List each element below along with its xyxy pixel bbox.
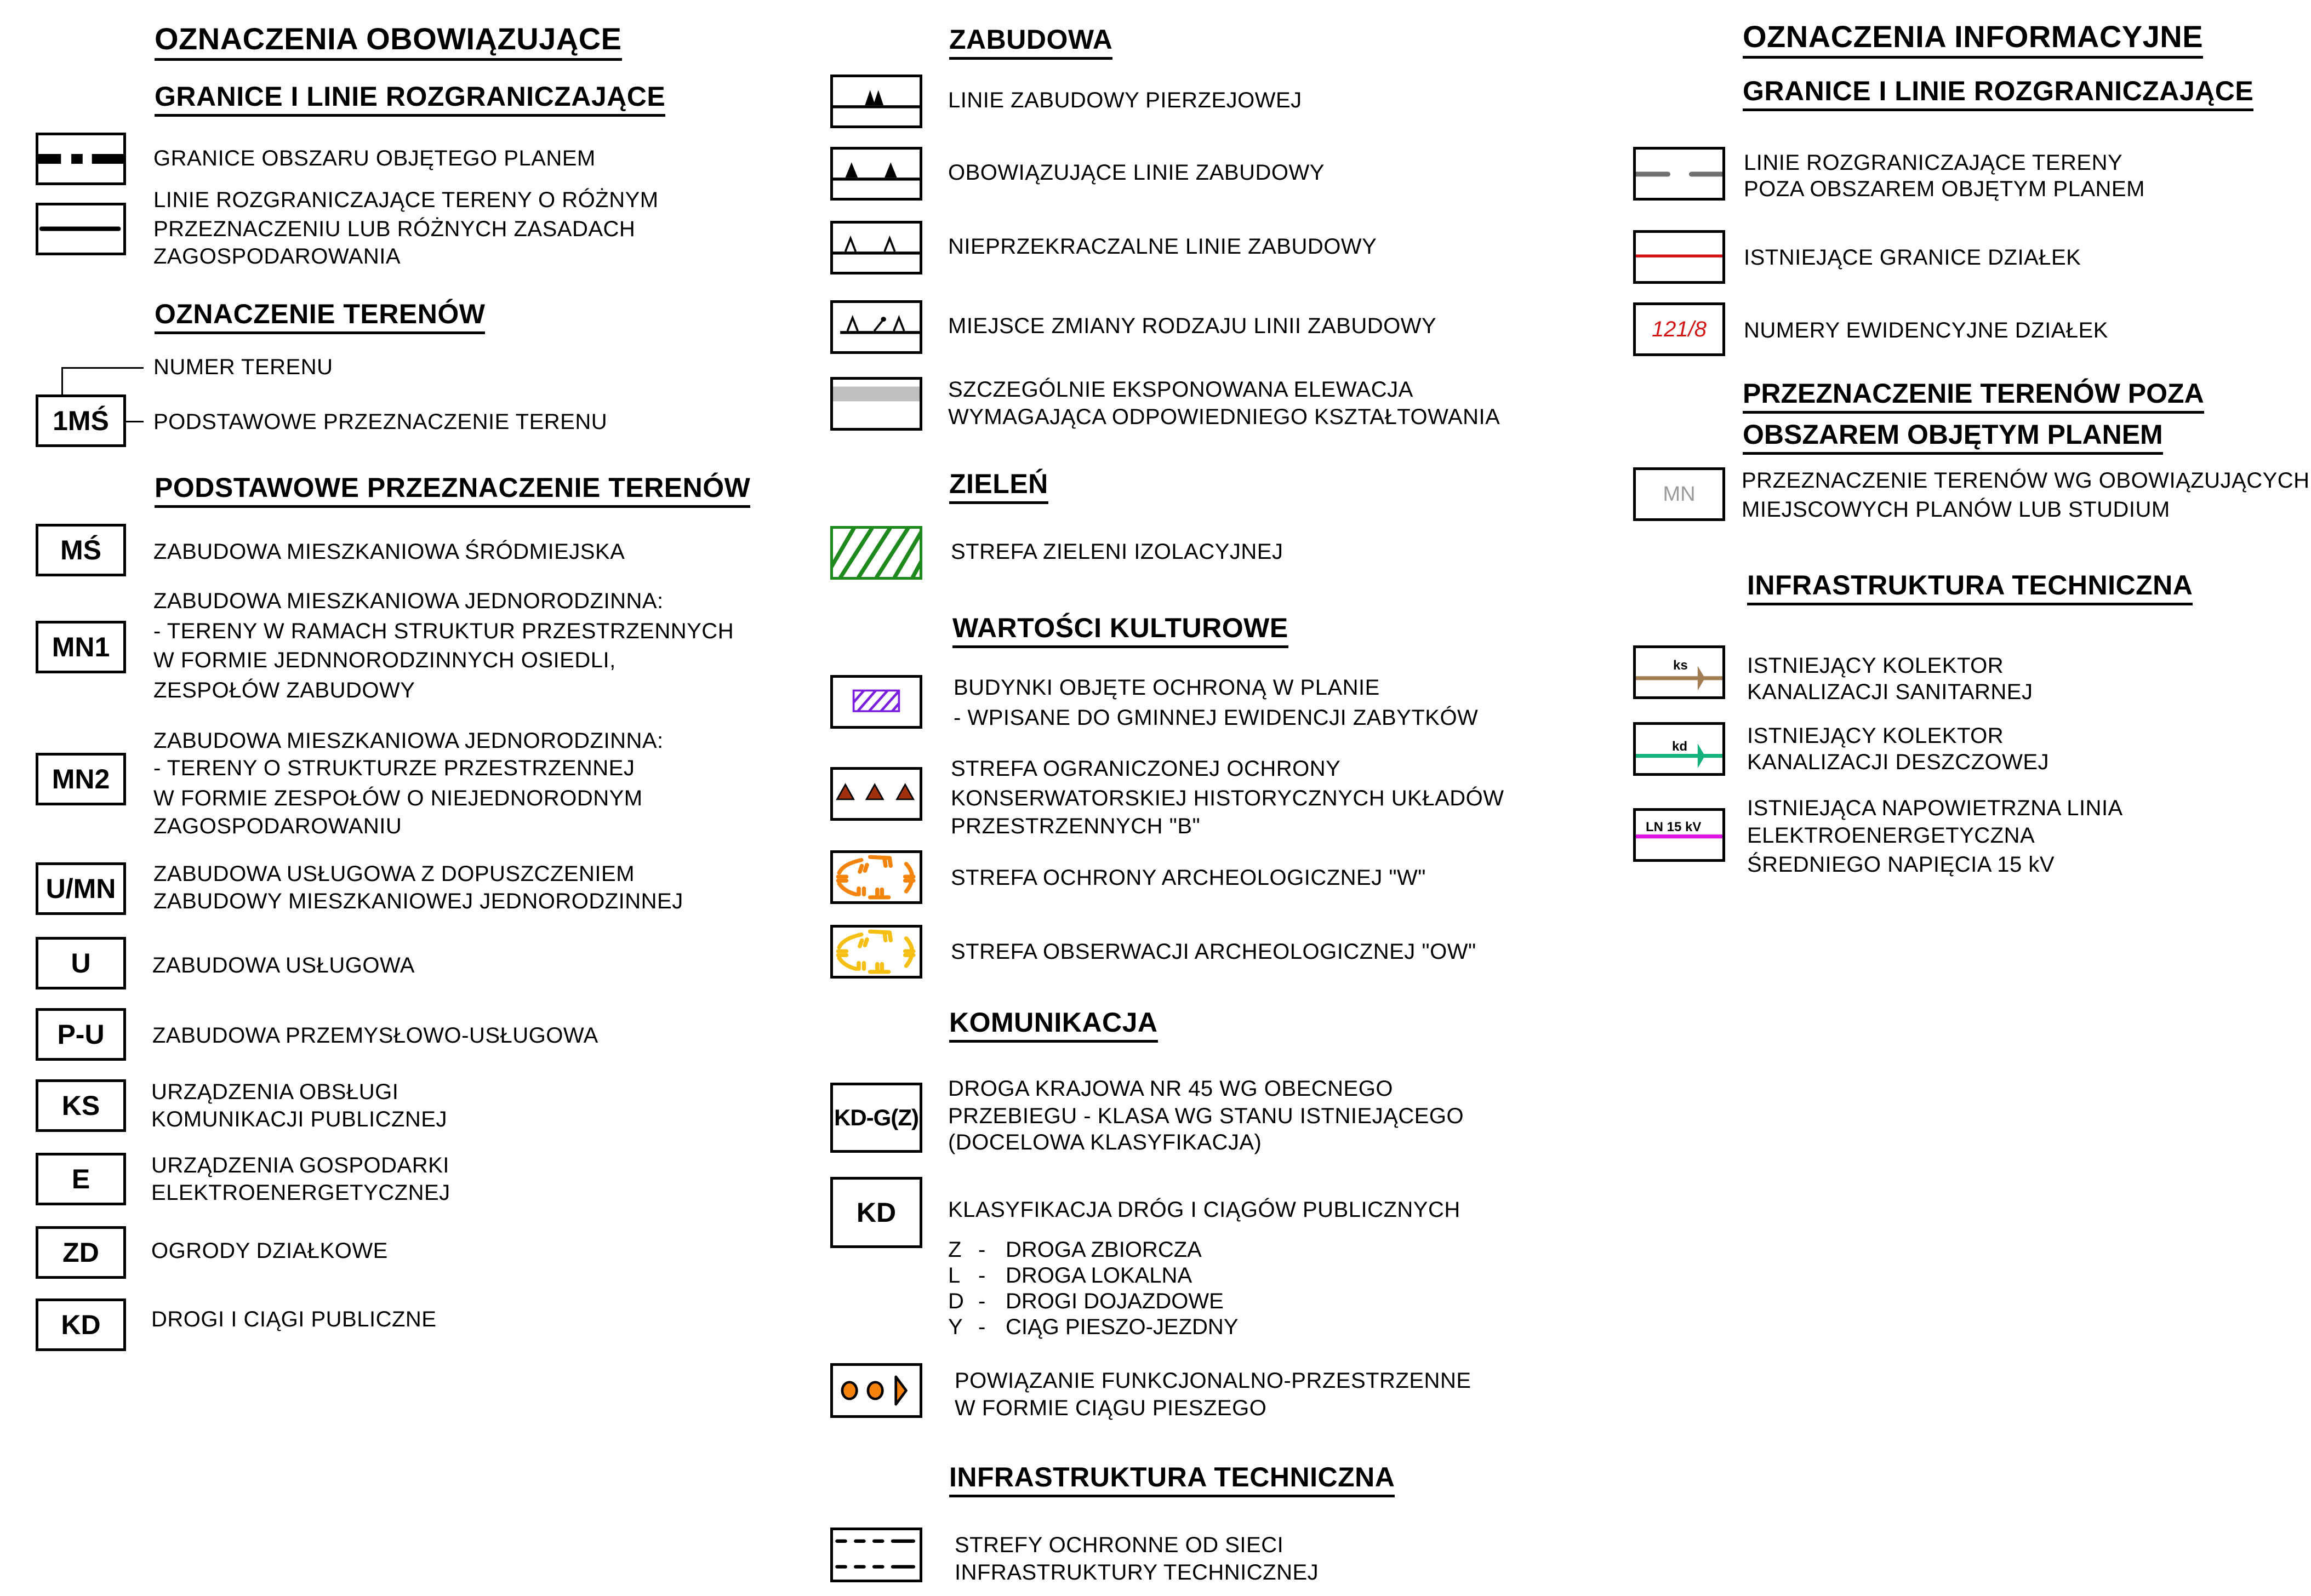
legend-label: KOMUNIKACJI PUBLICZNEJ [151,1107,447,1131]
legend-label: ZABUDOWY MIESZKANIOWEJ JEDNORODZINNEJ [153,889,683,913]
legend-label: STREFA OCHRONY ARCHEOLOGICZNEJ "W" [951,866,1426,890]
outside-purpose-code: MN [1663,482,1696,506]
legend-label: LINIE ROZGRANICZAJĄCE TERENY [1744,151,2123,175]
purpose-code: MN1 [52,632,110,662]
legend-label: WYMAGAJĄCA ODPOWIEDNIEGO KSZTAŁTOWANIA [948,405,1500,429]
legend-label: ISTNIEJĄCY KOLEKTOR [1747,654,2004,678]
legend-label: PRZESTRZENNYCH "B" [951,814,1201,838]
legend-label: OGRODY DZIAŁKOWE [151,1239,388,1263]
legend-label: - TERENY O STRUKTURZE PRZESTRZENNEJ [153,756,635,780]
grey-dashed-line-icon [1633,147,1725,201]
road-code: KD-G(Z) [834,1105,918,1130]
legend-label: ISTNIEJĄCE GRANICE DZIAŁEK [1744,245,2081,270]
section-heading-green: ZIELEŃ [949,468,1048,504]
legend-label: ZAGOSPODAROWANIA [153,244,401,268]
legend-label: NIEPRZEKRACZALNE LINIE ZABUDOWY [948,234,1377,259]
road-class-label: CIĄG PIESZO-JEZDNY [1006,1315,1239,1339]
legend-label: NUMER TERENU [153,355,333,379]
parcel-number: 121/8 [1651,317,1707,341]
legend-title-mandatory: OZNACZENIA OBOWIĄZUJĄCE [155,22,622,61]
purpose-code-box [36,753,126,805]
protected-building-hatch-icon [830,675,922,729]
pedestrian-link-icon [830,1363,922,1418]
legend-label: W FORMIE ZESPOŁÓW O NIEJEDNORODNYM [153,786,643,810]
sewer-code: ks [1673,658,1688,673]
legend-label: URZĄDZENIA OBSŁUGI [151,1080,399,1104]
leader-line [61,367,144,369]
section-heading-buildings: ZABUDOWA [949,24,1112,60]
road-code-box [830,1177,922,1248]
area-code-example: 1MŚ [53,405,109,436]
legend-label: PODSTAWOWE PRZEZNACZENIE TERENU [153,410,608,434]
building-line-change-icon [830,300,922,354]
purpose-code-box [36,1226,126,1279]
road-class-dash: - [978,1289,986,1313]
protection-zone-dashes-icon [830,1528,922,1582]
section-heading-marking: OZNACZENIE TERENÓW [155,299,485,334]
legend-label: ZAGOSPODAROWANIU [153,814,402,838]
road-code: KD [856,1197,897,1228]
purpose-code: U [71,948,91,979]
road-class-item [948,1314,1239,1340]
power-line-code: LN 15 kV [1646,820,1702,834]
legend-label: MIEJSCOWYCH PLANÓW LUB STUDIUM [1742,497,2170,522]
legend-label: LINIE ZABUDOWY PIERZEJOWEJ [948,88,1302,112]
section-heading-infra-info: INFRASTRUKTURA TECHNICZNA [1747,570,2193,605]
purpose-code-box [36,1079,126,1132]
legend-label: INFRASTRUKTURY TECHNICZNEJ [955,1560,1319,1584]
conservation-triangles-icon [830,767,922,821]
solid-line-icon [36,203,126,255]
legend-label: ZABUDOWA USŁUGOWA Z DOPUSZCZENIEM [153,862,635,886]
legend-label: POZA OBSZAREM OBJĘTYM PLANEM [1744,177,2145,201]
outside-purpose-code-box [1633,467,1725,521]
road-class-key: L [948,1263,961,1288]
frontage-building-line-icon [830,75,922,128]
legend-label: GRANICE OBSZARU OBJĘTEGO PLANEM [153,146,596,170]
legend-label: DROGI I CIĄGI PUBLICZNE [151,1307,437,1331]
legend-label: W FORMIE CIĄGU PIESZEGO [955,1396,1267,1420]
purpose-code-box [36,1008,126,1061]
legend-label: KANALIZACJI DESZCZOWEJ [1747,750,2050,774]
section-heading-boundaries-info: GRANICE I LINIE ROZGRANICZAJĄCE [1743,76,2253,111]
sewer-code: kd [1672,739,1688,754]
road-class-key: Y [948,1315,963,1339]
leader-line [126,421,144,422]
section-heading-infra: INFRASTRUKTURA TECHNICZNA [949,1462,1395,1497]
road-class-item [948,1263,1192,1289]
legend-label: POWIĄZANIE FUNKCJONALNO-PRZESTRZENNE [955,1369,1471,1393]
purpose-code-box [36,862,126,915]
archaeology-protection-icon [830,850,922,904]
legend-label: OBOWIĄZUJĄCE LINIE ZABUDOWY [948,161,1325,185]
legend-label: ELEKTROENERGETYCZNA [1747,823,2035,848]
road-class-key: D [948,1289,964,1313]
section-heading-boundaries: GRANICE I LINIE ROZGRANICZAJĄCE [155,81,665,117]
legend-label: PRZEBIEGU - KLASA WG STANU ISTNIEJĄCEGO [948,1104,1464,1128]
legend-label: MIEJSCE ZMIANY RODZAJU LINII ZABUDOWY [948,314,1437,338]
section-heading-outside [1743,378,2204,460]
legend-label: W FORMIE JEDNNORODZINNYCH OSIEDLI, [153,648,616,672]
legend-label: KLASYFIKACJA DRÓG I CIĄGÓW PUBLICZNYCH [948,1198,1460,1222]
mandatory-building-line-icon [830,147,922,201]
storm-sewer-icon [1633,722,1725,776]
purpose-code: MN2 [52,764,110,794]
section-heading-line: OBSZAREM OBJĘTYM PLANEM [1743,419,2163,455]
legend-label: LINIE ROZGRANICZAJĄCE TERENY O RÓŻNYM [153,188,659,212]
legend-label: ZABUDOWA MIESZKANIOWA JEDNORODZINNA: [153,729,664,753]
purpose-code-box [36,937,126,989]
legend-label: - TERENY W RAMACH STRUKTUR PRZESTRZENNYCH [153,619,734,643]
road-code-box [830,1083,922,1153]
red-line-icon [1633,230,1725,284]
road-class-item [948,1237,1202,1263]
legend-label: STREFA ZIELENI IZOLACYJNEJ [951,540,1283,564]
section-heading-transport: KOMUNIKACJA [949,1007,1158,1043]
green-hatch-icon [830,526,922,580]
plan-boundary-dash-dot-icon [36,133,126,185]
non-exceedable-building-line-icon [830,221,922,274]
legend-label: URZĄDZENIA GOSPODARKI [151,1153,449,1177]
section-heading-line: PRZEZNACZENIE TERENÓW POZA [1743,378,2204,414]
road-class-dash: - [978,1238,986,1262]
road-class-label: DROGA ZBIORCZA [1006,1238,1202,1262]
purpose-code: P-U [57,1019,105,1050]
legend-label: ZESPOŁÓW ZABUDOWY [153,678,415,702]
archaeology-observation-icon [830,925,922,979]
legend-label: ELEKTROENERGETYCZNEJ [151,1181,450,1205]
legend-label: SZCZEGÓLNIE EKSPONOWANA ELEWACJA [948,377,1413,402]
legend-label: ISTNIEJĄCA NAPOWIETRZNA LINIA [1747,796,2123,820]
power-line-icon [1633,808,1725,862]
purpose-code: KD [61,1309,101,1340]
purpose-code-box [36,1298,126,1351]
purpose-code: MŚ [60,535,101,565]
section-heading-purpose: PODSTAWOWE PRZEZNACZENIE TERENÓW [155,472,750,508]
purpose-code-box [36,524,126,576]
parcel-number-box [1633,302,1725,356]
exposed-elevation-icon [830,377,922,431]
legend-label: ISTNIEJĄCY KOLEKTOR [1747,724,2004,748]
legend-label: STREFA OBSERWACJI ARCHEOLOGICZNEJ "OW" [951,940,1476,964]
purpose-code: U/MN [45,873,116,904]
sanitary-sewer-icon [1633,645,1725,699]
section-heading-culture: WARTOŚCI KULTUROWE [952,613,1288,648]
legend-label: DROGA KRAJOWA NR 45 WG OBECNEGO [948,1077,1393,1101]
legend-label: NUMERY EWIDENCYJNE DZIAŁEK [1744,318,2108,342]
legend-label: KONSERWATORSKIEJ HISTORYCZNYCH UKŁADÓW [951,786,1504,810]
road-class-dash: - [978,1315,986,1339]
legend-label: ZABUDOWA MIESZKANIOWA JEDNORODZINNA: [153,589,664,613]
legend-label: - WPISANE DO GMINNEJ EWIDENCJI ZABYTKÓW [954,706,1479,730]
purpose-code: E [71,1164,90,1194]
purpose-code: KS [61,1090,100,1121]
purpose-code-box [36,621,126,673]
purpose-code: ZD [62,1237,99,1268]
purpose-code-box [36,1153,126,1205]
legend-label: STREFY OCHRONNE OD SIECI [955,1533,1284,1557]
legend-label: STREFA OGRANICZONEJ OCHRONY [951,757,1341,781]
legend-label: ZABUDOWA PRZEMYSŁOWO-USŁUGOWA [152,1023,598,1048]
road-class-key: Z [948,1238,962,1262]
road-class-label: DROGA LOKALNA [1006,1263,1192,1288]
legend-label: PRZEZNACZENIE TERENÓW WG OBOWIĄZUJĄCYCH [1742,468,2310,493]
road-class-label: DROGI DOJAZDOWE [1006,1289,1224,1313]
legend-label: PRZEZNACZENIU LUB RÓŻNYCH ZASADACH [153,217,636,241]
legend-label: (DOCELOWA KLASYFIKACJA) [948,1130,1262,1154]
legend-title-informative: OZNACZENIA INFORMACYJNE [1743,20,2203,59]
area-code-example-box [36,394,126,447]
road-class-item [948,1289,1224,1314]
legend-label: ZABUDOWA MIESZKANIOWA ŚRÓDMIEJSKA [153,540,625,564]
legend-label: BUDYNKI OBJĘTE OCHRONĄ W PLANIE [954,676,1380,700]
legend-label: ŚREDNIEGO NAPIĘCIA 15 kV [1747,853,2055,877]
road-class-dash: - [978,1263,986,1288]
legend-label: KANALIZACJI SANITARNEJ [1747,680,2033,704]
legend-label: ZABUDOWA USŁUGOWA [152,953,415,977]
